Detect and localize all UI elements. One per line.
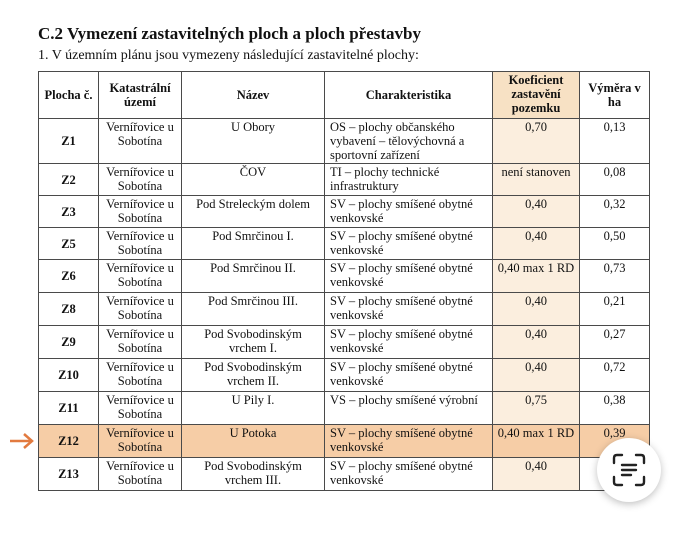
zone-coefficient: 0,40 (493, 228, 580, 260)
arrow-right-icon (9, 433, 35, 449)
zone-code: Z10 (39, 359, 99, 392)
table-header-row (39, 72, 650, 119)
zone-coefficient: 0,40 (493, 293, 580, 326)
section-title: C.2 Vymezení zastavitelných ploch a ploch přestavby (38, 24, 421, 43)
zone-characteristic: SV – plochy smíšené obytné venkovské (325, 260, 493, 293)
zone-size: 0,13 (580, 119, 650, 164)
header-plocha: Plocha č. (39, 72, 99, 119)
cadastral-area: Vernířovice u Sobotína (99, 196, 182, 228)
zone-coefficient: 0,75 (493, 392, 580, 425)
cadastral-area: Vernířovice u Sobotína (99, 392, 182, 425)
cadastral-area: Vernířovice u Sobotína (99, 119, 182, 164)
zone-code: Z12 (39, 425, 99, 458)
zone-size: 0,72 (580, 359, 650, 392)
scan-text-icon (611, 452, 647, 488)
zone-name: U Pily I. (182, 392, 325, 425)
table-row (39, 196, 650, 228)
zone-name: Pod Smrčinou I. (182, 228, 325, 260)
zone-characteristic: TI – plochy technické infrastruktury (325, 164, 493, 196)
zone-size: 0,38 (580, 392, 650, 425)
zone-code: Z9 (39, 326, 99, 359)
header-koeficient: Koeficient zastavění pozemku (493, 72, 580, 119)
zone-characteristic: SV – plochy smíšené obytné venkovské (325, 359, 493, 392)
table-row (39, 293, 650, 326)
zone-characteristic: SV – plochy smíšené obytné venkovské (325, 228, 493, 260)
zone-code: Z8 (39, 293, 99, 326)
zone-size: 0,08 (580, 164, 650, 196)
table-row (39, 458, 650, 491)
zone-characteristic: SV – plochy smíšené obytné venkovské (325, 458, 493, 491)
zone-code: Z1 (39, 119, 99, 164)
zone-code: Z2 (39, 164, 99, 196)
zone-name: U Potoka (182, 425, 325, 458)
zone-coefficient: 0,70 (493, 119, 580, 164)
zone-coefficient: není stanoven (493, 164, 580, 196)
zone-name: Pod Svobodinským vrchem III. (182, 458, 325, 491)
cadastral-area: Vernířovice u Sobotína (99, 164, 182, 196)
table-row (39, 392, 650, 425)
zone-code: Z13 (39, 458, 99, 491)
header-nazev: Název (182, 72, 325, 119)
zone-name: Pod Svobodinským vrchem I. (182, 326, 325, 359)
zone-characteristic: SV – plochy smíšené obytné venkovské (325, 293, 493, 326)
zone-coefficient: 0,40 (493, 359, 580, 392)
zone-name: Pod Smrčinou II. (182, 260, 325, 293)
table-row (39, 164, 650, 196)
zone-size: 0,27 (580, 326, 650, 359)
cadastral-area: Vernířovice u Sobotína (99, 260, 182, 293)
zones-table (38, 71, 650, 491)
zone-coefficient: 0,40 max 1 RD (493, 425, 580, 458)
table-row (39, 359, 650, 392)
zone-coefficient: 0,40 (493, 326, 580, 359)
zone-code: Z11 (39, 392, 99, 425)
zone-size: 0,21 (580, 293, 650, 326)
zone-size: 0,50 (580, 228, 650, 260)
header-charakteristika: Charakteristika (325, 72, 493, 119)
table-row (39, 260, 650, 293)
cadastral-area: Vernířovice u Sobotína (99, 326, 182, 359)
zone-name: Pod Smrčinou III. (182, 293, 325, 326)
zone-size: 0,39 (580, 425, 650, 458)
zone-characteristic: SV – plochy smíšené obytné venkovské (325, 425, 493, 458)
header-katastralni-uzemi: Katastrální území (99, 72, 182, 119)
zone-characteristic: VS – plochy smíšené výrobní (325, 392, 493, 425)
table-row (39, 119, 650, 164)
zone-coefficient: 0,40 (493, 196, 580, 228)
zone-name: Pod Svobodinským vrchem II. (182, 359, 325, 392)
zone-code: Z3 (39, 196, 99, 228)
cadastral-area: Vernířovice u Sobotína (99, 228, 182, 260)
section-subtitle: 1. V územním plánu jsou vymezeny následující zastavitelné plochy: (38, 48, 419, 63)
zone-characteristic: SV – plochy smíšené obytné venkovské (325, 196, 493, 228)
zone-name: U Obory (182, 119, 325, 164)
zone-characteristic: SV – plochy smíšené obytné venkovské (325, 326, 493, 359)
zone-size: 0,32 (580, 196, 650, 228)
cadastral-area: Vernířovice u Sobotína (99, 458, 182, 491)
zone-code: Z5 (39, 228, 99, 260)
table-row (39, 326, 650, 359)
cadastral-area: Vernířovice u Sobotína (99, 425, 182, 458)
zone-size: 0,73 (580, 260, 650, 293)
zone-coefficient: 0,40 (493, 458, 580, 491)
table-row (39, 425, 650, 458)
header-vymera: Výměra v ha (580, 72, 650, 119)
zone-name: ČOV (182, 164, 325, 196)
cadastral-area: Vernířovice u Sobotína (99, 293, 182, 326)
scan-text-button[interactable] (597, 438, 661, 502)
cadastral-area: Vernířovice u Sobotína (99, 359, 182, 392)
zone-characteristic: OS – plochy občanského vybavení – tělovýchovná a sportovní zařízení (325, 119, 493, 164)
zone-name: Pod Streleckým dolem (182, 196, 325, 228)
table-row (39, 228, 650, 260)
zone-code: Z6 (39, 260, 99, 293)
zone-coefficient: 0,40 max 1 RD (493, 260, 580, 293)
